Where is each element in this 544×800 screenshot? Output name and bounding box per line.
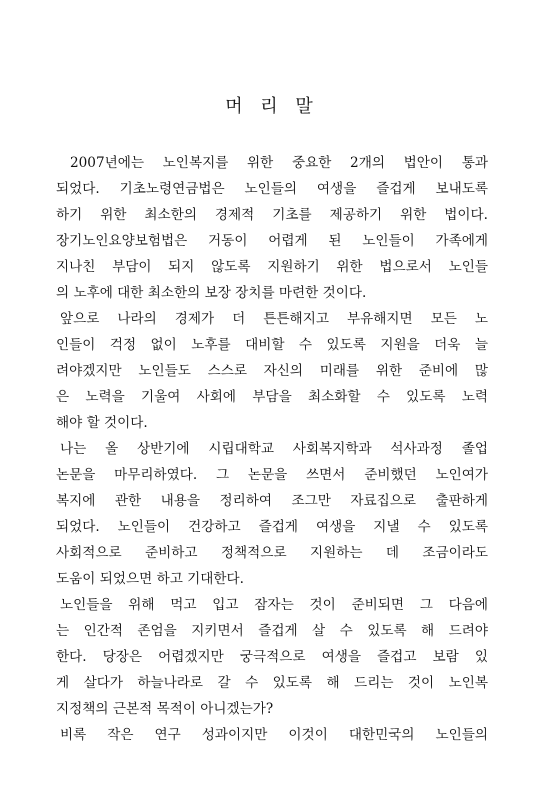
text-line: 려야겠지만 노인들도 스스로 자신의 미래를 위한 준비에 많 [56,363,488,379]
text-line: 논문을 마무리하였다. 그 논문을 쓰면서 준비했던 노인여가 [56,467,488,483]
text-line: 장기노인요양보험법은 거동이 어렵게 된 노인들이 가족에게 [56,233,488,249]
text-line: 한다. 당장은 어렵겠지만 궁극적으로 여생을 즐겁고 보람 있 [56,649,488,665]
text-line: 사회적으로 준비하고 정책적으로 지원하는 데 조금이라도 [56,545,488,561]
text-line: 인들이 걱정 없이 노후를 대비할 수 있도록 지원을 더욱 늘 [56,337,488,353]
text-line: 나는 올 상반기에 시립대학교 사회복지학과 석사과정 졸업 [60,441,488,457]
text-line: 도움이 되었으면 하고 기대한다. [56,571,244,587]
text-line: 되었다. 노인들이 건강하고 즐겁게 여생을 지낼 수 있도록 [56,519,488,535]
text-line: 되었다. 기초노령연금법은 노인들의 여생을 즐겁게 보내도록 [56,181,488,197]
text-line: 는 인간적 존엄을 지키면서 즐겁게 살 수 있도록 해 드려야 [56,623,488,639]
text-line: 의 노후에 대한 최소한의 보장 장치를 마련한 것이다. [56,285,367,301]
text-line: 앞으로 나라의 경제가 더 튼튼해지고 부유해지면 모든 노 [60,311,488,327]
text-line: 해야 할 것이다. [56,415,148,431]
text-line: 노인들을 위해 먹고 입고 잠자는 것이 준비되면 그 다음에 [60,597,488,613]
preface-body [56,150,488,748]
text-line: 하기 위한 최소한의 경제적 기초를 제공하기 위한 법이다. [56,207,488,223]
text-line: 지정책의 근본적 목적이 아니겠는가? [56,701,274,717]
text-line: 2007년에는 노인복지를 위한 중요한 2개의 법안이 통과 [70,155,488,171]
text-line: 게 살다가 하늘나라로 갈 수 있도록 해 드리는 것이 노인복 [56,675,488,691]
text-line: 은 노력을 기울여 사회에 부담을 최소화할 수 있도록 노력 [56,389,488,405]
text-line: 복지에 관한 내용을 정리하여 조그만 자료집으로 출판하게 [56,493,488,509]
text-line: 지나친 부담이 되지 않도록 지원하기 위한 법으로서 노인들 [56,259,488,275]
text-line: 비록 작은 연구 성과이지만 이것이 대한민국의 노인들의 [60,727,488,743]
page-title: 머 리 말 [225,96,319,117]
